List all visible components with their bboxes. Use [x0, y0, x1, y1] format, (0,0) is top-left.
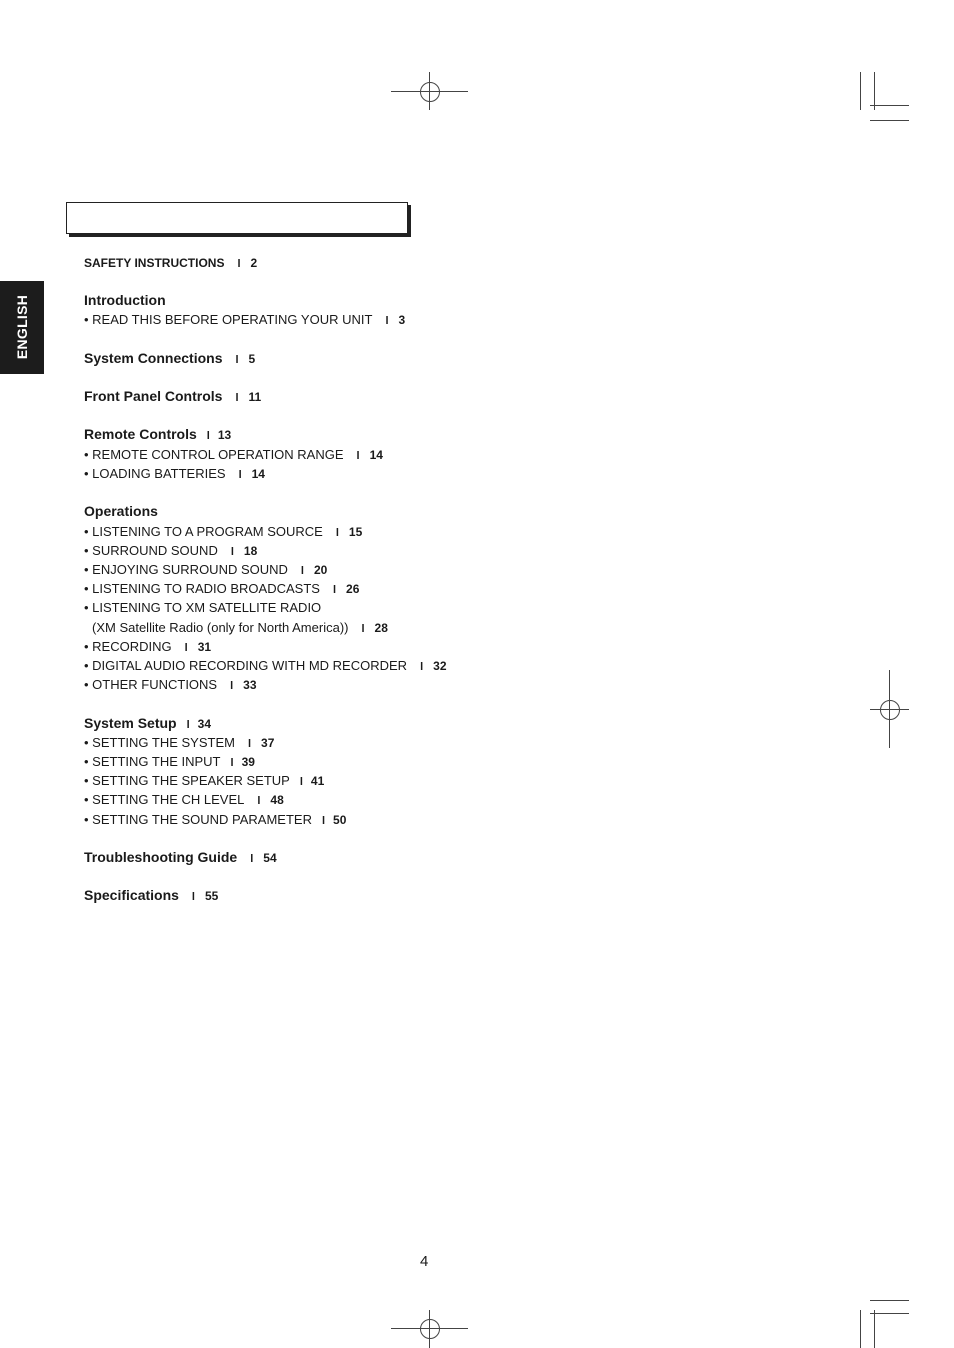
toc-page-number: 14 [251, 467, 265, 481]
toc-page-number: 48 [270, 793, 284, 807]
toc-separator: l [230, 546, 234, 558]
toc-item-sound-parameter[interactable] [84, 813, 346, 827]
toc-separator: l [420, 661, 424, 673]
toc-heading-title: Specifications [84, 887, 179, 903]
toc-separator: l [230, 757, 234, 769]
toc-item-text: • RECORDING [84, 639, 172, 654]
toc-item-ch-level[interactable] [84, 793, 284, 807]
toc-page-number: 55 [204, 889, 219, 903]
toc-item-text: (XM Satellite Radio (only for North America)) [92, 620, 349, 635]
toc-separator: l [321, 815, 326, 827]
toc-page-number: 33 [243, 678, 257, 692]
toc-item-text: • SETTING THE INPUT [84, 754, 221, 769]
toc-item-read-this[interactable] [84, 313, 405, 327]
toc-item-remote-range[interactable] [84, 448, 383, 462]
crop-mark-bottom-right-h1 [870, 1300, 909, 1301]
toc-item-text: • SETTING THE SYSTEM [84, 735, 235, 750]
toc-item-setting-system[interactable] [84, 736, 274, 750]
toc-separator: l [206, 430, 210, 442]
toc-heading-title: Front Panel Controls [84, 388, 223, 404]
toc-heading-title: Troubleshooting Guide [84, 849, 238, 865]
toc-heading-title: System Connections [84, 350, 223, 366]
toc-page-number: 15 [348, 525, 363, 539]
toc-item-setting-input[interactable] [84, 755, 255, 769]
toc-heading-title: Remote Controls [84, 426, 197, 442]
toc-page-number: 20 [313, 563, 328, 577]
toc-heading-troubleshooting[interactable] [84, 850, 277, 865]
toc-page-number: 13 [217, 428, 232, 442]
toc-page-number: 28 [374, 621, 388, 635]
crop-mark-bottom-right-v2 [874, 1310, 875, 1348]
language-tab-label: ENGLISH [14, 294, 30, 360]
toc-item-text: • DIGITAL AUDIO RECORDING WITH MD RECORDER [84, 658, 408, 673]
toc-heading-remote-controls[interactable] [84, 427, 231, 442]
toc-separator: l [238, 469, 242, 481]
toc-separator: l [247, 738, 252, 750]
toc-item-recording[interactable] [84, 640, 211, 654]
toc-item-text: • LISTENING TO A PROGRAM SOURCE [84, 524, 323, 539]
toc-heading-title: System Setup [84, 715, 177, 731]
toc-item-text: • ENJOYING SURROUND SOUND [84, 562, 288, 577]
crop-mark-bottom-right-h2 [870, 1313, 909, 1314]
toc-separator: l [184, 642, 188, 654]
toc-separator: l [335, 527, 339, 539]
crop-mark-top-right-h1 [870, 105, 909, 106]
toc-heading-front-panel[interactable] [84, 389, 261, 404]
toc-item-xm-radio[interactable] [84, 601, 321, 614]
toc-item-text: • SURROUND SOUND [84, 543, 218, 558]
toc-item-surround-sound[interactable] [84, 544, 257, 558]
toc-item-text: • SETTING THE SOUND PARAMETER [84, 812, 312, 827]
page-number: 4 [420, 1253, 429, 1270]
registration-target-top [420, 82, 440, 102]
toc-page-number: 26 [346, 582, 360, 596]
toc-item-other-functions[interactable] [84, 678, 257, 692]
toc-heading-introduction[interactable] [84, 293, 166, 307]
toc-page-number: 37 [261, 736, 275, 750]
toc-item-text: • REMOTE CONTROL OPERATION RANGE [84, 447, 344, 462]
toc-separator: l [186, 719, 190, 731]
toc-item-radio-broadcasts[interactable] [84, 582, 359, 596]
toc-item-text: • SETTING THE CH LEVEL [84, 792, 245, 807]
toc-page-number: 18 [243, 544, 258, 558]
toc-item-enjoying-surround[interactable] [84, 563, 327, 577]
toc-separator: l [300, 565, 304, 577]
toc-item-text: • LISTENING TO XM SATELLITE RADIO [84, 600, 322, 615]
toc-page-number: 54 [263, 851, 277, 865]
toc-item-text: • LOADING BATTERIES [84, 466, 226, 481]
contents-header-box [66, 202, 408, 234]
toc-separator: l [237, 258, 241, 270]
toc-page-number: 34 [197, 717, 212, 731]
toc-heading-title: Operations [84, 503, 158, 519]
toc-item-text: • OTHER FUNCTIONS [84, 677, 218, 692]
crop-mark-top-right-v1 [860, 72, 861, 110]
toc-separator: l [230, 680, 234, 692]
crop-mark-bottom-right-v1 [860, 1310, 861, 1348]
toc-entry-safety[interactable] [84, 257, 257, 270]
toc-entry-title: SAFETY INSTRUCTIONS [84, 256, 225, 270]
registration-target-right [880, 700, 900, 720]
toc-separator: l [361, 623, 365, 635]
toc-item-program-source[interactable] [84, 525, 362, 539]
crop-mark-top-right-h2 [870, 120, 909, 121]
toc-separator: l [332, 584, 337, 596]
toc-item-loading-batteries[interactable] [84, 467, 265, 481]
toc-separator: l [235, 392, 239, 404]
toc-heading-system-setup[interactable] [84, 716, 211, 731]
toc-separator: l [191, 891, 195, 903]
toc-separator: l [250, 853, 254, 865]
toc-heading-system-connections[interactable] [84, 351, 255, 366]
toc-item-xm-radio-note[interactable] [92, 621, 388, 635]
toc-item-md-recorder[interactable] [84, 659, 447, 673]
toc-page-number: 32 [433, 659, 447, 673]
toc-page-number: 2 [250, 256, 258, 270]
toc-page-number: 3 [398, 313, 406, 327]
toc-page-number: 31 [197, 640, 212, 654]
toc-page-number: 5 [248, 352, 256, 366]
toc-page-number: 39 [241, 755, 255, 769]
toc-separator: l [235, 354, 239, 366]
toc-page-number: 50 [333, 813, 347, 827]
registration-target-bottom [420, 1319, 440, 1339]
toc-item-text: • SETTING THE SPEAKER SETUP [84, 773, 290, 788]
toc-item-speaker-setup[interactable] [84, 774, 324, 788]
toc-separator: l [299, 776, 303, 788]
toc-page-number: 41 [310, 774, 325, 788]
toc-heading-title: Introduction [84, 292, 166, 308]
toc-page-number: 14 [369, 448, 383, 462]
toc-separator: l [356, 450, 360, 462]
language-side-tab [0, 281, 44, 374]
toc-item-text: • READ THIS BEFORE OPERATING YOUR UNIT [84, 312, 373, 327]
toc-heading-specifications[interactable] [84, 888, 218, 903]
toc-item-text: • LISTENING TO RADIO BROADCASTS [84, 581, 320, 596]
toc-separator: l [257, 795, 261, 807]
toc-page-number: 11 [248, 390, 262, 404]
toc-heading-operations[interactable] [84, 504, 158, 518]
toc-separator: l [385, 315, 389, 327]
